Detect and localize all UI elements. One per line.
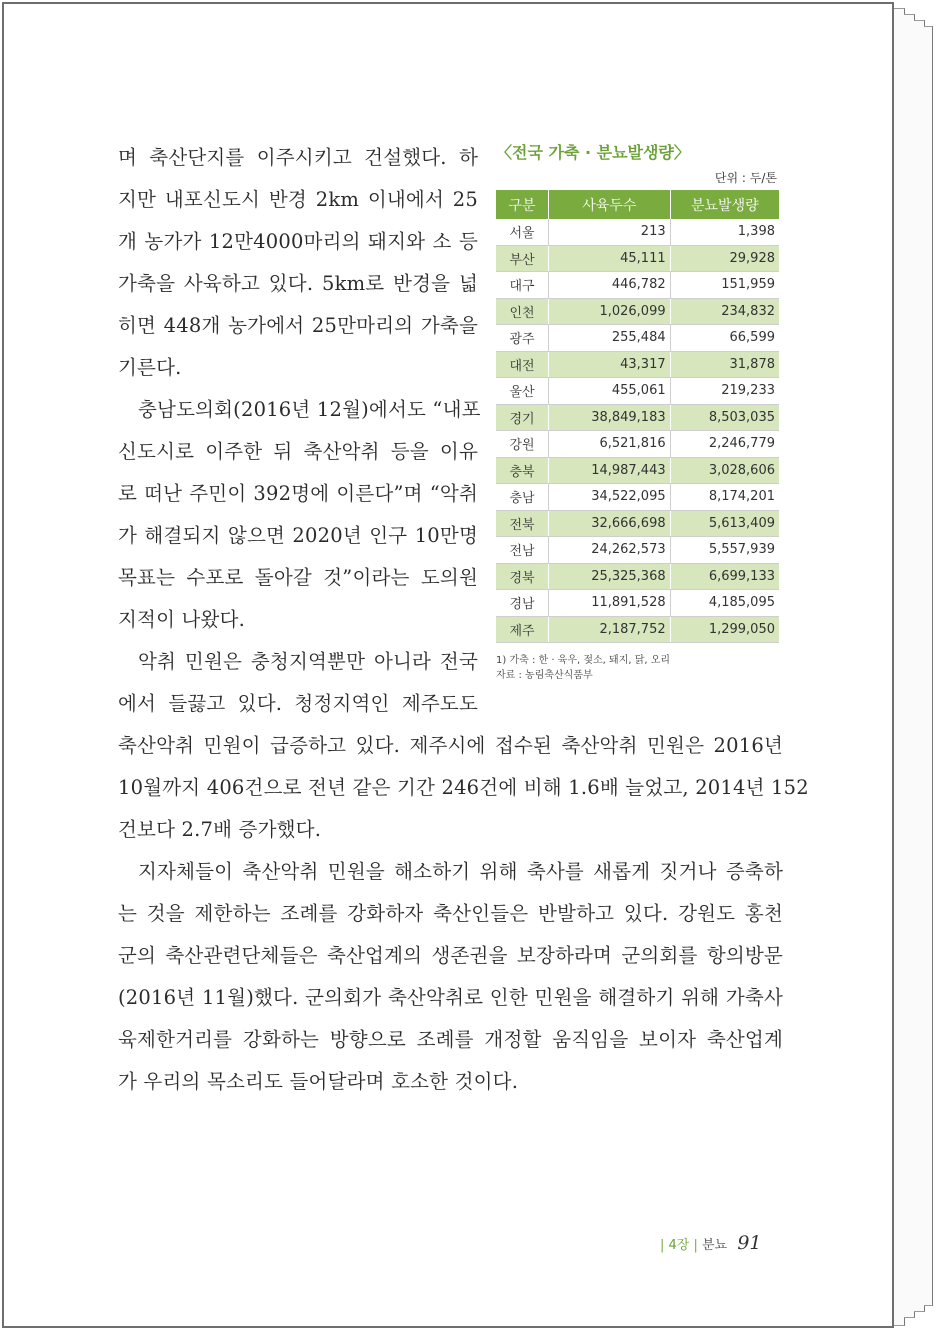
table-title: 〈전국 가축 · 분뇨발생량〉 xyxy=(496,143,690,162)
manure-cell: 4,185,095 xyxy=(670,590,779,617)
region-cell: 경남 xyxy=(496,590,549,617)
region-cell: 인천 xyxy=(496,298,549,325)
council-paragraph xyxy=(118,389,481,641)
region-cell: 서울 xyxy=(496,219,549,245)
table-row xyxy=(496,298,779,325)
livestock-table xyxy=(496,190,779,643)
manure-cell: 5,613,409 xyxy=(670,510,779,537)
region-cell: 경기 xyxy=(496,404,549,431)
headcount-cell: 446,782 xyxy=(549,272,671,299)
manure-cell: 6,699,133 xyxy=(670,563,779,590)
text-line: 개 농가가 12만4000마리의 돼지와 소 등 xyxy=(118,230,478,253)
text-line: 히면 448개 농가에서 25만마리의 가축을 xyxy=(118,314,478,337)
local-gov-paragraph xyxy=(118,851,783,1103)
region-cell: 충북 xyxy=(496,457,549,484)
manure-cell: 3,028,606 xyxy=(670,457,779,484)
table-row xyxy=(496,590,779,617)
manure-cell: 1,299,050 xyxy=(670,616,779,643)
manure-cell: 151,959 xyxy=(670,272,779,299)
text-line: 축산악취 민원이 급증하고 있다. 제주시에 접수된 축산악취 민원은 2016년 xyxy=(118,734,783,757)
section-label: 분뇨 xyxy=(702,1238,728,1253)
table-row xyxy=(496,272,779,299)
manure-cell: 2,246,779 xyxy=(670,431,779,458)
table-source: 자료 : 농림축산식품부 xyxy=(496,670,593,681)
manure-cell: 234,832 xyxy=(670,298,779,325)
manure-cell: 29,928 xyxy=(670,245,779,272)
text-line: 충남도의회(2016년 12월)에서도 “내포 xyxy=(138,398,481,421)
headcount-cell: 213 xyxy=(549,219,671,245)
table-notes xyxy=(496,653,781,683)
region-cell: 제주 xyxy=(496,616,549,643)
region-cell: 전남 xyxy=(496,537,549,564)
manure-cell: 219,233 xyxy=(670,378,779,405)
text-line: 육제한거리를 강화하는 방향으로 조례를 개정할 움직임을 보이자 축산업계 xyxy=(118,1028,783,1051)
column-header: 분뇨발생량 xyxy=(670,190,779,219)
text-line: 지자체들이 축산악취 민원을 해소하기 위해 축사를 새롭게 짓거나 증축하 xyxy=(138,860,783,883)
region-cell: 대전 xyxy=(496,351,549,378)
text-line: 군의 축산관련단체들은 축산업계의 생존권을 보장하라며 군의회를 항의방문 xyxy=(118,944,783,967)
headcount-cell: 25,325,368 xyxy=(549,563,671,590)
headcount-cell: 24,262,573 xyxy=(549,537,671,564)
table-row xyxy=(496,378,779,405)
table-row xyxy=(496,537,779,564)
region-cell: 강원 xyxy=(496,431,549,458)
text-line: 지만 내포신도시 반경 2km 이내에서 25 xyxy=(118,188,478,211)
text-line: (2016년 11월)했다. 군의회가 축산악취로 인한 민원을 해결하기 위해 가축사 xyxy=(118,986,783,1009)
text-line: 건보다 2.7배 증가했다. xyxy=(118,818,322,841)
table-row xyxy=(496,404,779,431)
table-row xyxy=(496,351,779,378)
headcount-cell: 6,521,816 xyxy=(549,431,671,458)
region-cell: 울산 xyxy=(496,378,549,405)
manure-cell: 8,503,035 xyxy=(670,404,779,431)
text-line: 가축을 사육하고 있다. 5km로 반경을 넓 xyxy=(118,272,478,295)
table-row xyxy=(496,457,779,484)
text-line: 가 해결되지 않으면 2020년 인구 10만명 xyxy=(118,524,478,547)
column-header: 사육두수 xyxy=(549,190,671,219)
manure-cell: 31,878 xyxy=(670,351,779,378)
region-cell: 충남 xyxy=(496,484,549,511)
manure-cell: 5,557,939 xyxy=(670,537,779,564)
headcount-cell: 14,987,443 xyxy=(549,457,671,484)
region-cell: 경북 xyxy=(496,563,549,590)
table-row xyxy=(496,510,779,537)
column-header: 구분 xyxy=(496,190,549,219)
text-line: 악취 민원은 충청지역뿐만 아니라 전국 xyxy=(138,650,478,673)
table-row xyxy=(496,245,779,272)
chapter-label: 4장 xyxy=(668,1238,690,1253)
headcount-cell: 45,111 xyxy=(549,245,671,272)
table-unit: 단위 : 두/톤 xyxy=(714,171,777,185)
table-row xyxy=(496,325,779,352)
text-line: 신도시로 이주한 뒤 축산악취 등을 이유 xyxy=(118,440,478,463)
headcount-cell: 11,891,528 xyxy=(549,590,671,617)
headcount-cell: 1,026,099 xyxy=(549,298,671,325)
table-row xyxy=(496,484,779,511)
text-line: 로 떠난 주민이 392명에 이른다”며 “악취 xyxy=(118,482,478,505)
text-line: 며 축산단지를 이주시키고 건설했다. 하 xyxy=(118,146,478,169)
page-number: 91 xyxy=(737,1232,762,1254)
headcount-cell: 38,849,183 xyxy=(549,404,671,431)
table-row xyxy=(496,431,779,458)
page-edge xyxy=(924,26,933,1306)
table-footnote: 1) 가축 : 한 · 육우, 젖소, 돼지, 닭, 오리 xyxy=(496,655,671,666)
manure-cell: 66,599 xyxy=(670,325,779,352)
table-row xyxy=(496,219,779,245)
text-line: 목표는 수포로 돌아갈 것”이라는 도의원 xyxy=(118,566,478,589)
complaint-paragraph-end xyxy=(118,725,809,851)
headcount-cell: 2,187,752 xyxy=(549,616,671,643)
region-cell: 부산 xyxy=(496,245,549,272)
text-line: 가 우리의 목소리도 들어달라며 호소한 것이다. xyxy=(118,1070,519,1093)
text-line: 지적이 나왔다. xyxy=(118,608,246,631)
manure-cell: 1,398 xyxy=(670,219,779,245)
livestock-table-box xyxy=(496,140,781,683)
headcount-cell: 455,061 xyxy=(549,378,671,405)
manure-cell: 8,174,201 xyxy=(670,484,779,511)
headcount-cell: 34,522,095 xyxy=(549,484,671,511)
table-row xyxy=(496,616,779,643)
table-row xyxy=(496,563,779,590)
intro-paragraph xyxy=(118,137,478,389)
region-cell: 대구 xyxy=(496,272,549,299)
text-line: 10월까지 406건으로 전년 같은 기간 246건에 비해 1.6배 늘었고, 2014년 152 xyxy=(118,776,809,799)
text-line: 에서 들끓고 있다. 청정지역인 제주도도 xyxy=(118,692,478,715)
text-line: 는 것을 제한하는 조례를 강화하자 축산인들은 반발하고 있다. 강원도 홍천 xyxy=(118,902,783,925)
headcount-cell: 43,317 xyxy=(549,351,671,378)
headcount-cell: 32,666,698 xyxy=(549,510,671,537)
page-footer: | 4장 | 분뇨 91 xyxy=(660,1232,762,1254)
region-cell: 광주 xyxy=(496,325,549,352)
table-header-row xyxy=(496,190,779,219)
headcount-cell: 255,484 xyxy=(549,325,671,352)
text-line: 기른다. xyxy=(118,356,182,379)
region-cell: 전북 xyxy=(496,510,549,537)
complaint-paragraph-start xyxy=(118,641,478,725)
